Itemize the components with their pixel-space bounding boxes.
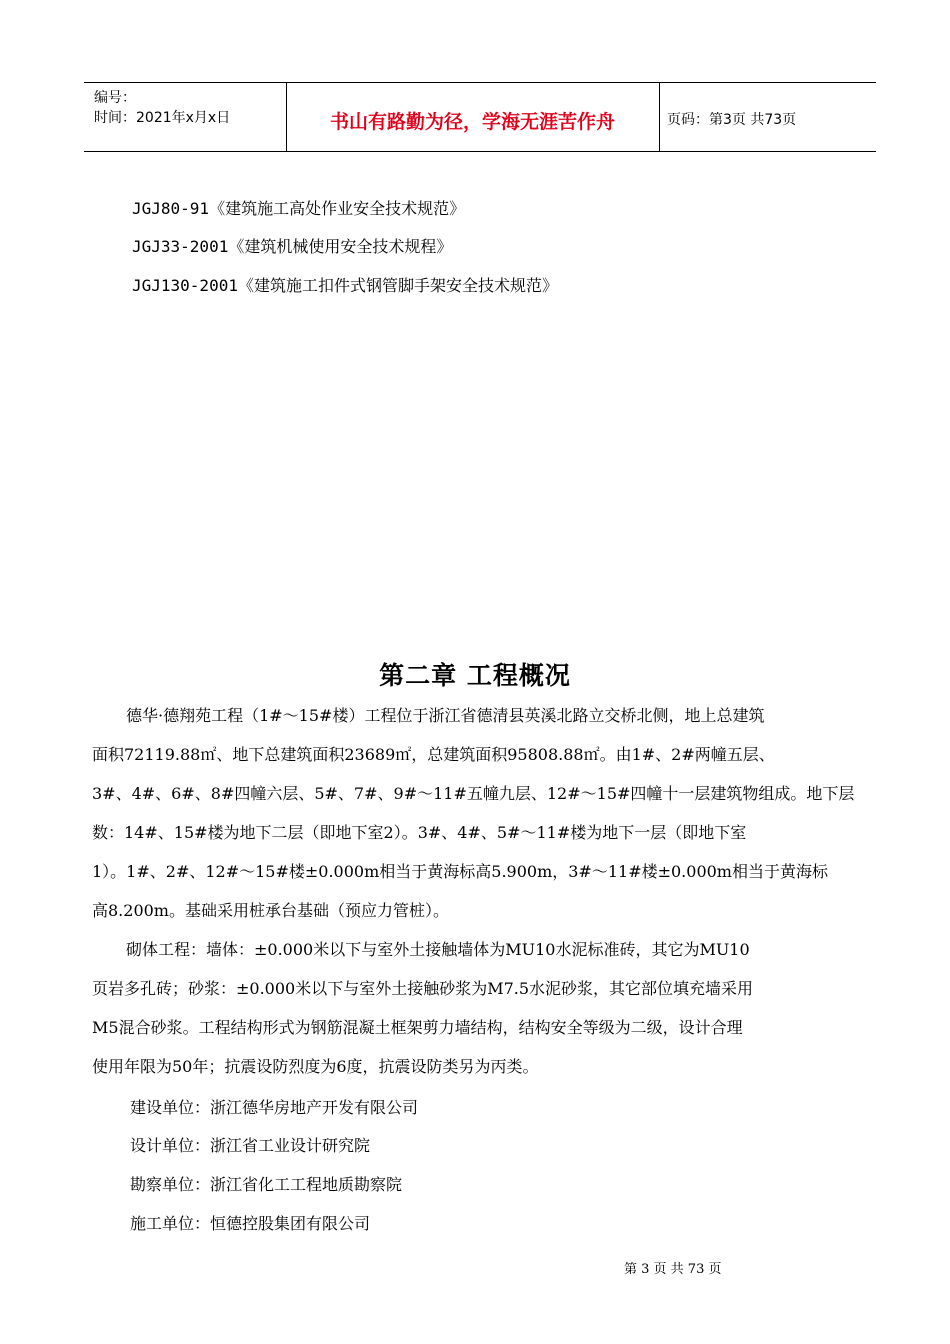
paragraph-line: 3#、4#、6#、8#四幢六层、5#、7#、9#～11#五幢九层、12#～15#四幢十一层建筑物组成。地下层 bbox=[92, 784, 855, 803]
contractor-unit: 施工单位：恒德控股集团有限公司 bbox=[130, 1214, 371, 1233]
survey-unit: 勘察单位：浙江省化工工程地质勘察院 bbox=[130, 1175, 403, 1194]
page-header bbox=[84, 82, 876, 152]
paragraph-line: 数：14#、15#楼为地下二层（即地下室2）。3#、4#、5#～11#楼为地下一层（即地下室 bbox=[92, 823, 747, 842]
paragraph-line: 面积72119.88㎡、地下总建筑面积23689㎡，总建筑面积95808.88㎡。由1#、2#两幢五层、 bbox=[92, 745, 775, 764]
header-left-cell bbox=[84, 83, 287, 151]
paragraph-line: 页岩多孔砖；砂浆：±0.000米以下与室外土接触砂浆为M7.5水泥砂浆，其它部位填充墙采用 bbox=[92, 979, 754, 998]
construction-unit: 建设单位：浙江德华房地产开发有限公司 bbox=[130, 1098, 419, 1117]
chapter-title: 第二章 工程概况 bbox=[379, 661, 571, 690]
standard-item: JGJ130-2001《建筑施工扣件式钢管脚手架安全技术规范》 bbox=[132, 276, 558, 295]
paragraph-line: 高8.200m。基础采用桩承台基础（预应力管桩）。 bbox=[92, 901, 449, 920]
header-motto-cell bbox=[286, 83, 660, 151]
document-time-label: 时间：2021年x月x日 bbox=[94, 110, 231, 126]
header-page-cell bbox=[659, 83, 876, 151]
document-number-label: 编号： bbox=[94, 90, 136, 106]
header-page-info: 页码：第3页 共73页 bbox=[667, 112, 797, 128]
paragraph-line: 1）。1#、2#、12#～15#楼±0.000m相当于黄海标高5.900m，3#～11#楼±0.000m相当于黄海标 bbox=[92, 862, 828, 881]
standard-item: JGJ33-2001《建筑机械使用安全技术规程》 bbox=[132, 237, 453, 256]
paragraph-line: 砌体工程：墙体：±0.000米以下与室外土接触墙体为MU10水泥标准砖，其它为MU10 bbox=[126, 940, 750, 959]
header-motto: 书山有路勤为径，学海无涯苦作舟 bbox=[329, 111, 615, 133]
paragraph-line: 使用年限为50年；抗震设防烈度为6度，抗震设防类另为丙类。 bbox=[92, 1057, 539, 1076]
standard-item: JGJ80-91《建筑施工高处作业安全技术规范》 bbox=[132, 199, 466, 218]
paragraph-line: M5混合砂浆。工程结构形式为钢筋混凝土框架剪力墙结构，结构安全等级为二级，设计合理 bbox=[92, 1018, 743, 1037]
design-unit: 设计单位：浙江省工业设计研究院 bbox=[130, 1136, 371, 1155]
page-footer: 第 3 页 共 73 页 bbox=[624, 1262, 722, 1277]
paragraph-line: 德华·德翔苑工程（1#～15#楼）工程位于浙江省德清县英溪北路立交桥北侧，地上总建筑 bbox=[126, 706, 765, 725]
